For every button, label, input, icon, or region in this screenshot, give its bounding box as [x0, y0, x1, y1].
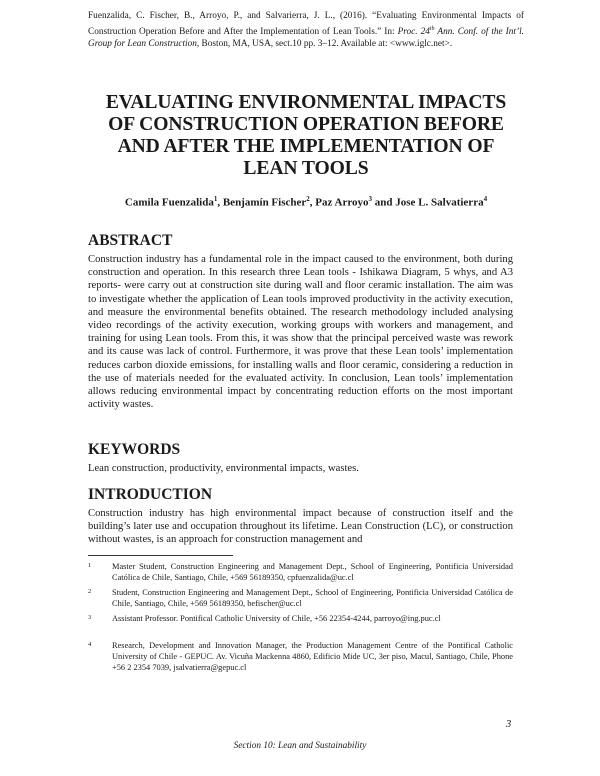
section-footer: Section 10: Lean and Sustainability [233, 741, 367, 751]
author-name: Benjamín Fischer [222, 196, 307, 209]
page-number: 3 [506, 719, 512, 730]
footnote-number: 2 [88, 588, 92, 595]
title-line: LEAN TOOLS [243, 158, 369, 179]
introduction-text: Construction industry has high environmental impact because of construction itself and the building’s later use and occupation throughout its lifetime. Lean Construction (LC), or construction without wastes, is an approach for construction management and [88, 508, 513, 546]
title-line: OF CONSTRUCTION OPERATION BEFORE [108, 114, 504, 135]
keywords-heading: KEYWORDS [88, 441, 181, 458]
author-affiliation-mark: 3 [368, 195, 373, 203]
footnote-number: 1 [88, 562, 92, 569]
keywords-text: Lean construction, productivity, environmental impacts, wastes. [88, 463, 359, 474]
citation-text: Fuenzalida, C. Fischer, B., Arroyo, P., and Salvarierra, J. L., (2016). “Evaluating Environmental Impacts of Construction Operation Before and After the Implementation of Lean Tools.” In: [88, 11, 524, 37]
author-list: Camila Fuenzalida$^1$, Benjamín Fischer$^2$, Paz Arroyo$^3$ and Jose L. Salvatierra$^4$ [124, 195, 488, 209]
author-affiliation-mark: 4 [483, 195, 488, 203]
footnote [88, 587, 513, 609]
footnote-divider [88, 555, 233, 556]
footnote-text: Research, Development and Innovation Manager, the Production Management Centre of the Pontifical Catholic University of Chile - GEPUC. Av. Vicuña Mackenna 4860, Edificio Mide UC, 3er piso, Macul, Santiago, Chile, Phone +56 2 2354 7039, jsalvatierra@gepuc.cl [112, 641, 513, 672]
citation-proceedings: Proc. 24th Ann. Conf. of the Int’l. Group for Lean Construction [88, 25, 524, 50]
abstract-heading: ABSTRACT [88, 232, 173, 249]
footnote-number: 3 [88, 614, 92, 621]
footnote-number: 4 [88, 641, 92, 648]
paper-title [88, 92, 524, 180]
author-affiliation-mark: 1 [213, 195, 218, 203]
author-name: Jose L. Salvatierra [395, 196, 484, 209]
title-line: AND AFTER THE IMPLEMENTATION OF [117, 136, 495, 157]
footnote-text: Assistant Professor. Pontifical Catholic University of Chile, +56 22354-4244, parroyo@ing.puc.cl [112, 614, 441, 623]
citation-header [88, 10, 524, 51]
title-line: EVALUATING ENVIRONMENTAL IMPACTS [105, 92, 507, 113]
author-affiliation-mark: 2 [306, 195, 310, 203]
author-name: Paz Arroyo [315, 196, 369, 209]
footnote [88, 613, 513, 624]
citation-location: , Boston, MA, USA, sect.10 pp. 3–12. Available at: <www.iglc.net>. [196, 39, 453, 50]
footnote-text: Master Student, Construction Engineering and Management Dept., School of Engineering, Pontificia Universidad Católica de Chile, Santiago, Chile, +569 56189350, cpfuenzalida@uc.cl [112, 562, 513, 582]
abstract-text: Construction industry has a fundamental role in the impact caused to the environment, both during construction and operation. In this research three Lean tools - Ishikawa Diagram, 5 whys, and A3 reports- were carry out at construction site during wall and floor ceramic installation. The aim was to investigate whether the application of Lean tools improved productivity in the activity execution, and measure the environmental benefits obtained. The research methodology included analysing video recordings of the activity execution, working groups with workers and management, and training for using Lean tools. From this, it was show that the principal perceived waste was rework and its cause was lack of control. Furthermore, it was prove that these Lean tools’ implementation reduces carbon dioxide emissions, for installing walls and floor ceramic, considering a reduction in the use of materials needed for the evaluated activity. In conclusion, Lean tools’ implementation allows reducing environmental impact by concentrating reduction efforts on the most important activity wastes. [88, 254, 513, 411]
footnote [88, 640, 513, 673]
author-name: Camila Fuenzalida [124, 196, 214, 209]
footnote-text: Student, Construction Engineering and Management Dept., School of Engineering, Pontificia Universidad Católica de Chile, Santiago, Chile, +569 56189350, befischer@uc.cl [112, 588, 513, 608]
footnote [88, 561, 513, 583]
introduction-heading: INTRODUCTION [88, 486, 213, 503]
